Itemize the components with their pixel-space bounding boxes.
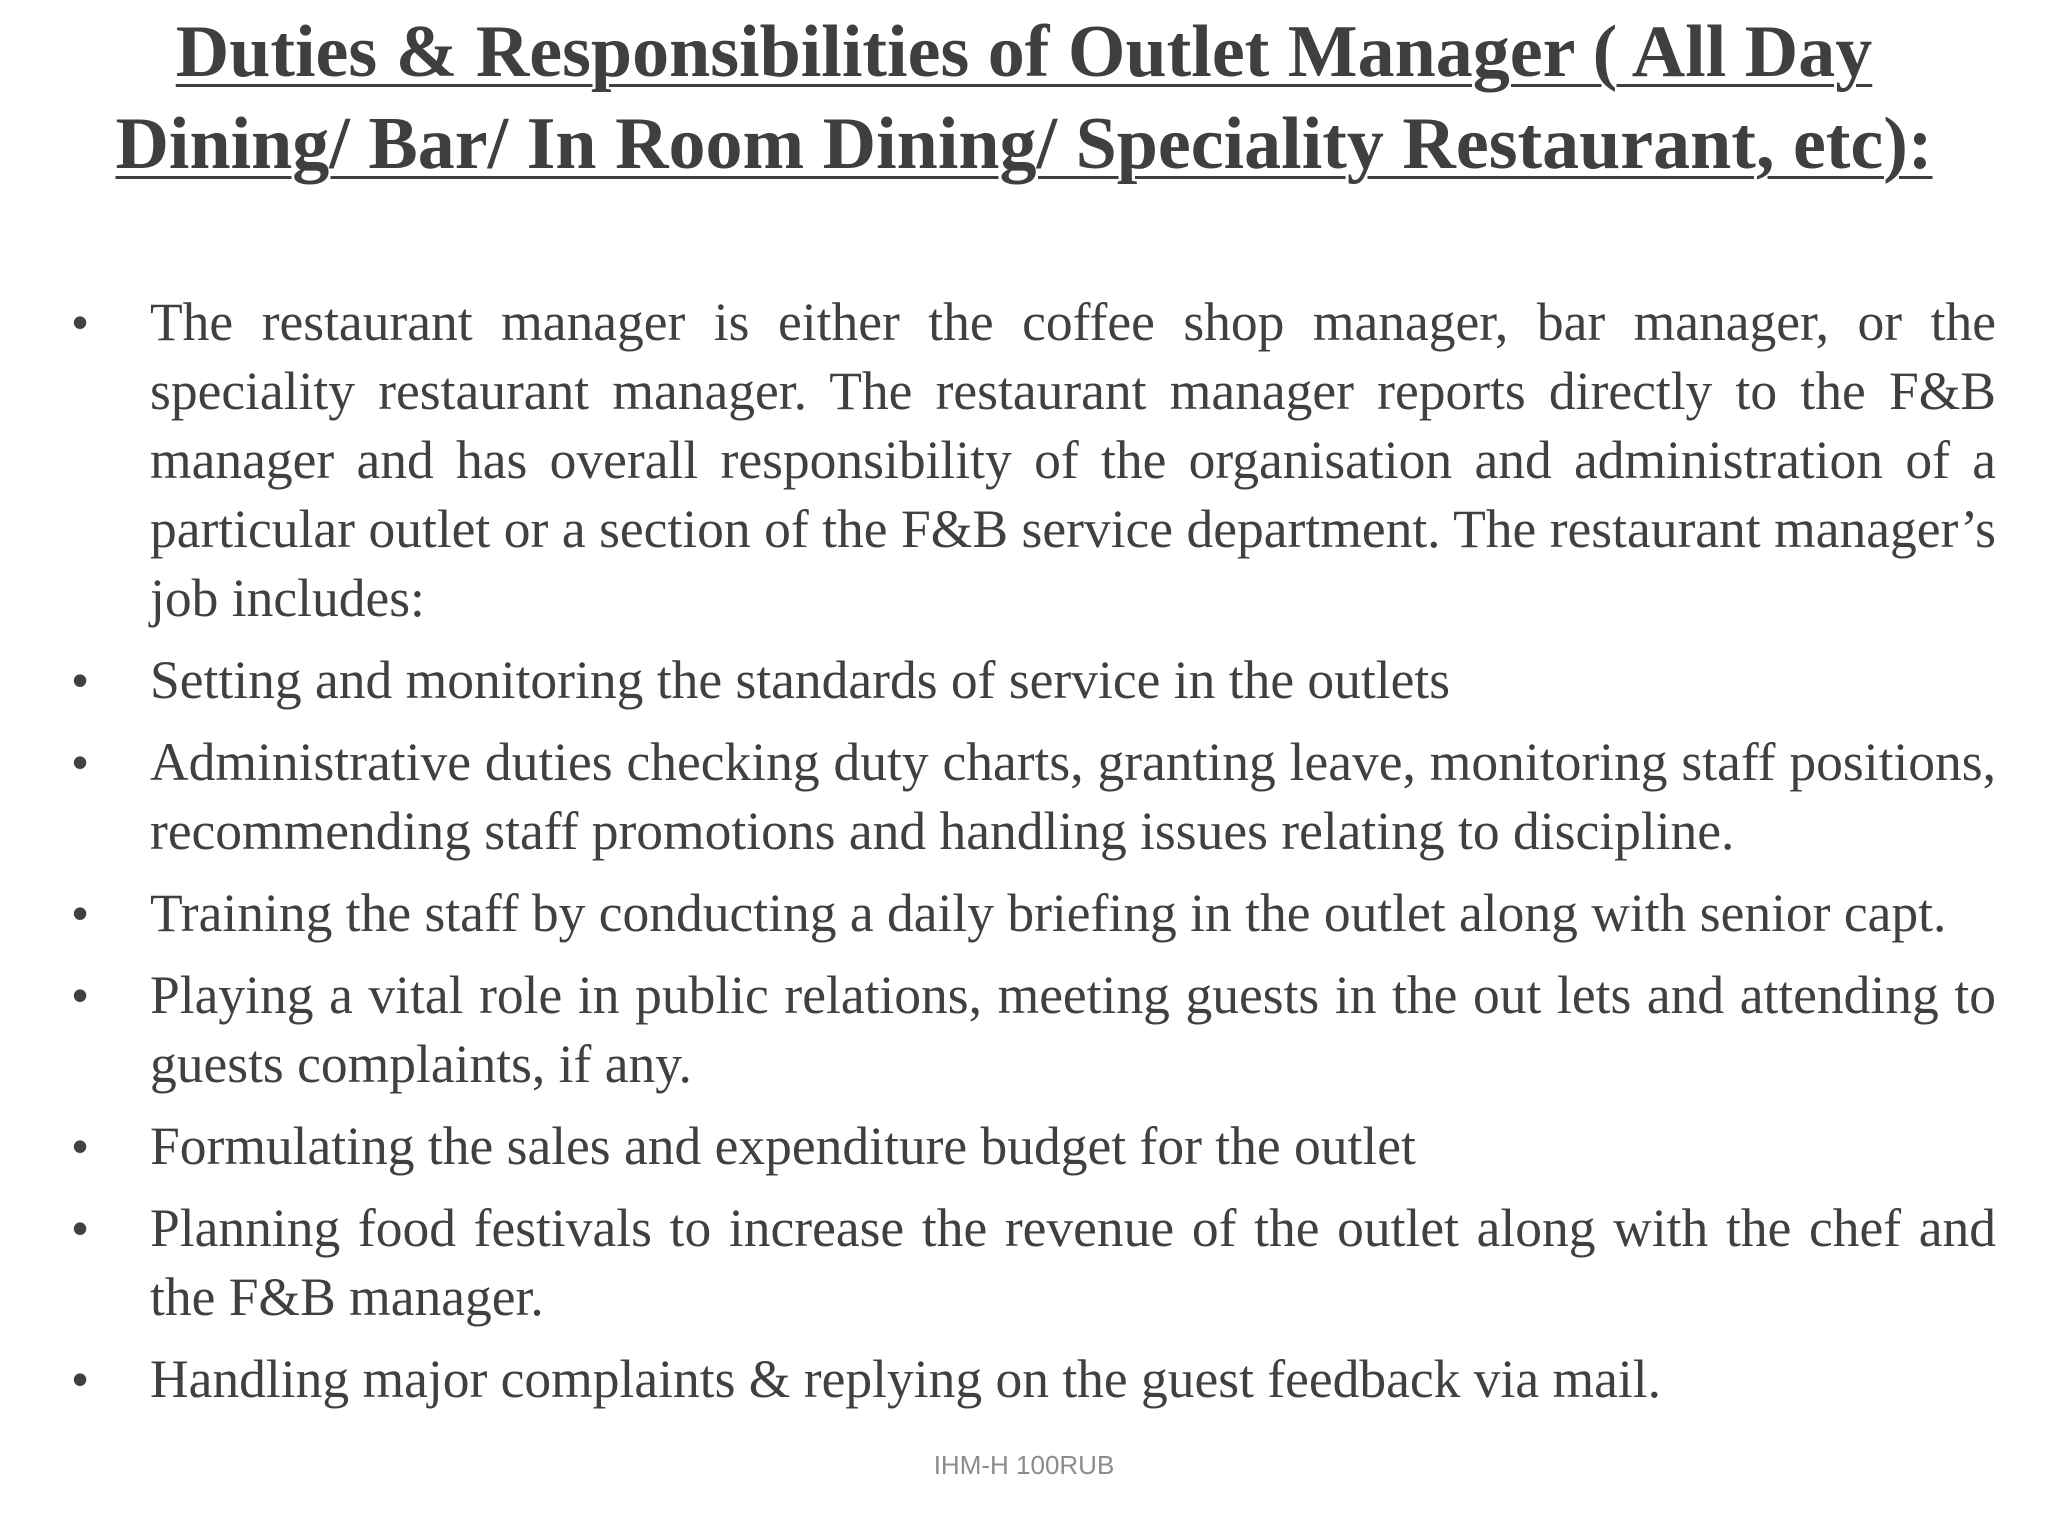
list-item — [0, 1112, 1996, 1181]
list-item — [0, 728, 1996, 866]
list-item — [0, 961, 1996, 1099]
bullet-text: Training the staff by conducting a daily briefing in the outlet along with senior capt. — [150, 883, 1947, 943]
bullet-icon: • — [72, 654, 89, 706]
bullet-icon: • — [72, 1120, 89, 1172]
list-item — [0, 646, 1996, 715]
bullet-text: The restaurant manager is either the coffee shop manager, bar manager, or the speciality restaurant manager. The restaurant manager reports directly to the F&B manager and has overall responsibility of the organisation and administration of a particular outlet or a section of the F&B service department. The restaurant manager’s job includes: — [150, 292, 1996, 628]
bullet-list — [0, 288, 2048, 1427]
list-item — [0, 288, 1996, 633]
list-item — [0, 1345, 1996, 1414]
bullet-text: Administrative duties checking duty charts, granting leave, monitoring staff positions, recommending staff promotions and handling issues relating to discipline. — [150, 732, 1996, 861]
bullet-text: Handling major complaints & replying on the guest feedback via mail. — [150, 1349, 1661, 1409]
bullet-text: Planning food festivals to increase the revenue of the outlet along with the chef and the F&B manager. — [150, 1198, 1996, 1327]
bullet-icon: • — [72, 736, 89, 788]
bullet-icon: • — [72, 1202, 89, 1254]
slide-title: Duties & Responsibilities of Outlet Manager ( All Day Dining/ Bar/ In Room Dining/ Speciality Restaurant, etc): — [115, 11, 1933, 185]
list-item — [0, 1194, 1996, 1332]
bullet-icon: • — [72, 969, 89, 1021]
bullet-text: Playing a vital role in public relations, meeting guests in the out lets and attending to guests complaints, if any. — [150, 965, 1996, 1094]
list-item — [0, 879, 1996, 948]
slide-footer: IHM-H 100RUB — [933, 1450, 1115, 1480]
bullet-icon: • — [72, 1353, 89, 1405]
bullet-text: Setting and monitoring the standards of service in the outlets — [150, 650, 1451, 710]
bullet-icon: • — [72, 296, 89, 348]
bullet-text: Formulating the sales and expenditure budget for the outlet — [150, 1116, 1416, 1176]
bullet-icon: • — [72, 887, 89, 939]
